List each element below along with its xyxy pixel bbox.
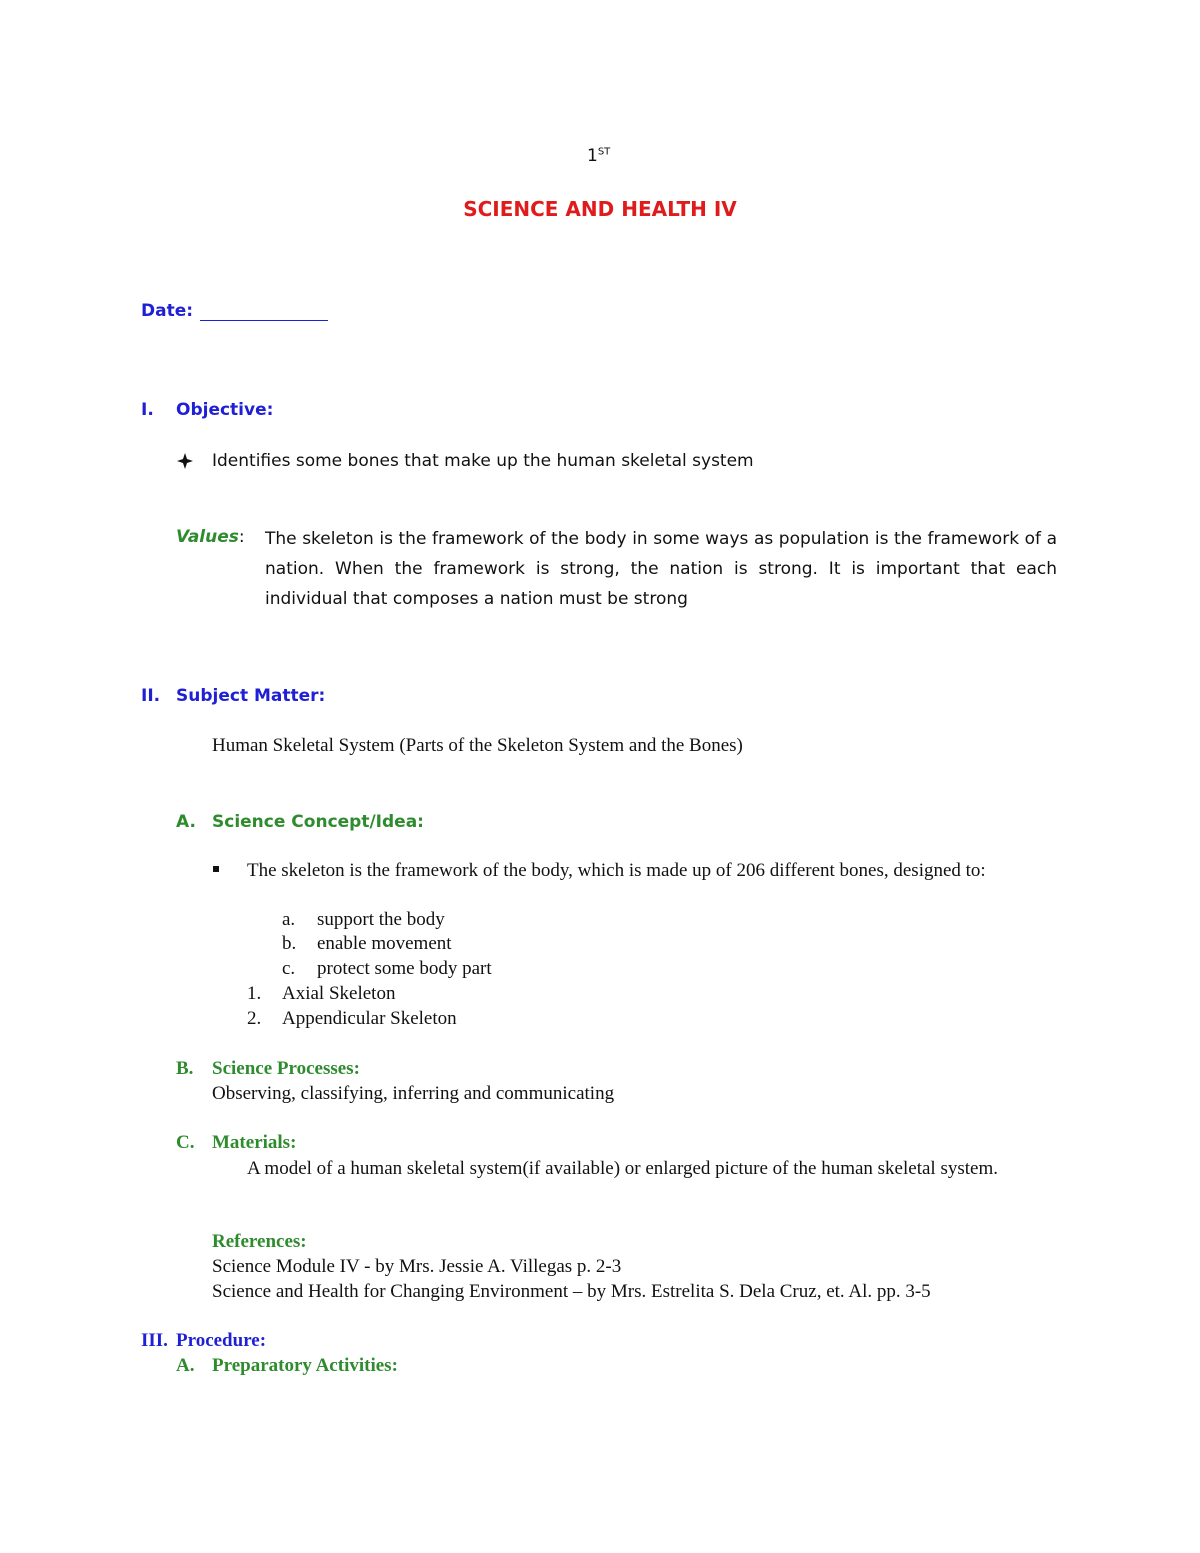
concept-heading: Science Concept/Idea:: [212, 812, 424, 832]
date-blank-line[interactable]: [200, 320, 328, 321]
processes-heading: Science Processes:: [212, 1058, 360, 1079]
reference-item-1: Science Module IV - by Mrs. Jessie A. Villegas p. 2-3: [212, 1256, 622, 1277]
values-paragraph: The skeleton is the framework of the body in some ways as population is the framework of a nation. When the framework is strong, the nation is strong. It is important that each individual that composes a nation must be strong: [265, 529, 1057, 609]
square-bullet-icon: [213, 866, 219, 872]
numbered-marker-1: 1.: [247, 983, 262, 1004]
procedure-heading: Procedure:: [176, 1330, 267, 1351]
sub-item-marker-a: a.: [282, 909, 296, 930]
page-number: [587, 146, 610, 166]
values-label-colon: :: [238, 527, 245, 547]
preparatory-letter: A.: [176, 1355, 195, 1376]
numbered-text-1: Axial Skeleton: [282, 983, 396, 1004]
page-number-base: 1: [587, 146, 598, 166]
numbered-marker-2: 2.: [247, 1008, 262, 1029]
objective-item: Identifies some bones that make up the human skeletal system: [212, 451, 754, 471]
sub-item-marker-b: b.: [282, 933, 297, 954]
values-label: [176, 527, 245, 547]
numbered-text-2: Appendicular Skeleton: [282, 1008, 457, 1029]
concept-letter: A.: [176, 812, 196, 832]
sub-item-text-a: support the body: [317, 909, 445, 930]
materials-text: A model of a human skeletal system(if available) or enlarged picture of the human skeletal system.: [247, 1158, 998, 1179]
processes-letter: B.: [176, 1058, 194, 1079]
materials-heading: Materials:: [212, 1132, 297, 1153]
concept-bullet-text: The skeleton is the framework of the body, which is made up of 206 different bones, designed to:: [247, 860, 986, 881]
preparatory-heading: Preparatory Activities:: [212, 1355, 398, 1376]
processes-text: Observing, classifying, inferring and communicating: [212, 1083, 615, 1104]
subject-matter-heading: Subject Matter:: [176, 686, 326, 706]
document-title: SCIENCE AND HEALTH IV: [463, 197, 737, 221]
subject-matter-topic: Human Skeletal System (Parts of the Skeleton System and the Bones): [212, 735, 743, 756]
objective-heading: Objective:: [176, 400, 274, 420]
subject-matter-numeral: II.: [141, 686, 161, 706]
materials-letter: C.: [176, 1132, 195, 1153]
references-heading: References:: [212, 1231, 307, 1252]
sub-item-marker-c: c.: [282, 958, 296, 979]
sub-item-text-c: protect some body part: [317, 958, 492, 979]
sub-item-text-b: enable movement: [317, 933, 452, 954]
procedure-numeral: III.: [141, 1330, 168, 1351]
objective-numeral: I.: [141, 400, 154, 420]
page-number-suffix: ST: [597, 146, 611, 158]
date-label: Date:: [141, 301, 194, 321]
values-label-text: Values: [176, 527, 239, 547]
diamond-bullet-icon: [176, 452, 194, 470]
reference-item-2: Science and Health for Changing Environment – by Mrs. Estrelita S. Dela Cruz, et. Al. pp. 3-5: [212, 1281, 931, 1302]
